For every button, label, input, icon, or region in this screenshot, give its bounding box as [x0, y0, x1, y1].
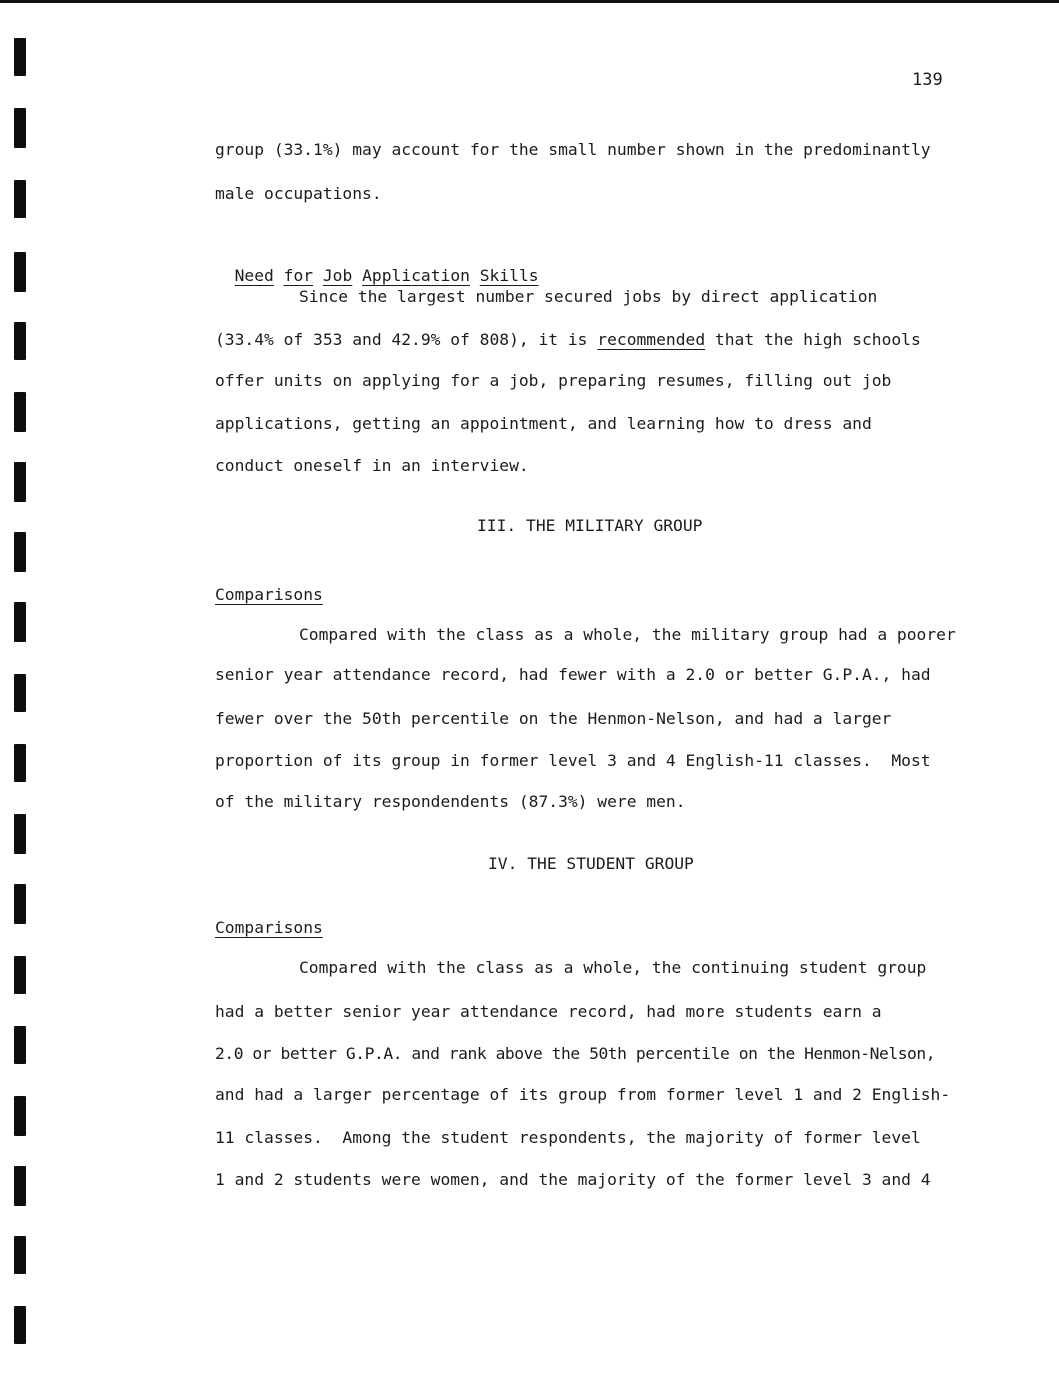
binder-mark — [14, 252, 26, 292]
binder-mark — [14, 674, 26, 712]
binder-mark — [14, 532, 26, 572]
heading-word: for — [283, 266, 314, 285]
binder-mark — [14, 180, 26, 218]
body-text-line: had a better senior year attendance record, had more students earn a — [215, 1002, 882, 1021]
heading-word: Skills — [479, 266, 539, 285]
page-number: 139 — [912, 70, 943, 90]
binder-mark — [14, 322, 26, 360]
binder-mark — [14, 1306, 26, 1344]
body-text-line: 1 and 2 students were women, and the majority of the former level 3 and 4 — [215, 1170, 931, 1189]
heading-word: Need — [234, 266, 274, 285]
binder-mark — [14, 884, 26, 924]
binder-mark — [14, 956, 26, 994]
binder-mark — [14, 38, 26, 76]
military-comparisons-subheading — [215, 585, 323, 605]
body-text-line: group (33.1%) may account for the small number shown in the predominantly — [215, 140, 931, 159]
text-segment: that the high schools — [705, 330, 921, 349]
binder-mark — [14, 814, 26, 854]
body-text-line: male occupations. — [215, 184, 382, 203]
body-text-line: conduct oneself in an interview. — [215, 456, 529, 475]
body-text-line: 11 classes. Among the student respondents, the majority of former level — [215, 1128, 921, 1147]
binder-mark — [14, 392, 26, 432]
binder-mark — [14, 1096, 26, 1136]
body-text-line: Compared with the class as a whole, the military group had a poorer — [299, 625, 956, 644]
binder-mark — [14, 462, 26, 502]
body-text-line: Compared with the class as a whole, the continuing student group — [299, 958, 927, 977]
page-top-edge — [0, 0, 1059, 3]
body-text-line: proportion of its group in former level 3 and 4 English-11 classes. Most — [215, 751, 931, 770]
body-text-line: fewer over the 50th percentile on the Henmon-Nelson, and had a larger — [215, 709, 892, 728]
subheading-text: Comparisons — [215, 918, 323, 937]
heading-word: Job — [322, 266, 353, 285]
student-group-heading: IV. THE STUDENT GROUP — [488, 854, 694, 873]
binder-mark — [14, 602, 26, 642]
binder-mark — [14, 1166, 26, 1206]
text-segment: (33.4% of 353 and 42.9% of 808), it is — [215, 330, 598, 349]
body-text-line: offer units on applying for a job, preparing resumes, filling out job — [215, 371, 892, 390]
binder-mark — [14, 1026, 26, 1064]
body-text-line: senior year attendance record, had fewer with a 2.0 or better G.P.A., had — [215, 665, 931, 684]
student-comparisons-subheading — [215, 918, 323, 938]
military-group-heading: III. THE MILITARY GROUP — [477, 516, 703, 535]
body-text-line: Since the largest number secured jobs by direct application — [299, 287, 878, 306]
binder-mark — [14, 744, 26, 782]
body-text-line: of the military respondendents (87.3%) were men. — [215, 792, 686, 811]
heading-word: Application — [362, 266, 470, 285]
subheading-text: Comparisons — [215, 585, 323, 604]
body-text-line: 2.0 or better G.P.A. and rank above the 50th percentile on the Henmon-Nelson, — [215, 1044, 936, 1063]
body-text-line: and had a larger percentage of its group from former level 1 and 2 English- — [215, 1085, 951, 1104]
section-heading-job-application — [215, 246, 539, 286]
body-text-line — [215, 330, 921, 350]
binder-mark — [14, 108, 26, 148]
body-text-line: applications, getting an appointment, and learning how to dress and — [215, 414, 872, 433]
binder-mark — [14, 1236, 26, 1274]
underlined-recommended: recommended — [597, 330, 706, 349]
